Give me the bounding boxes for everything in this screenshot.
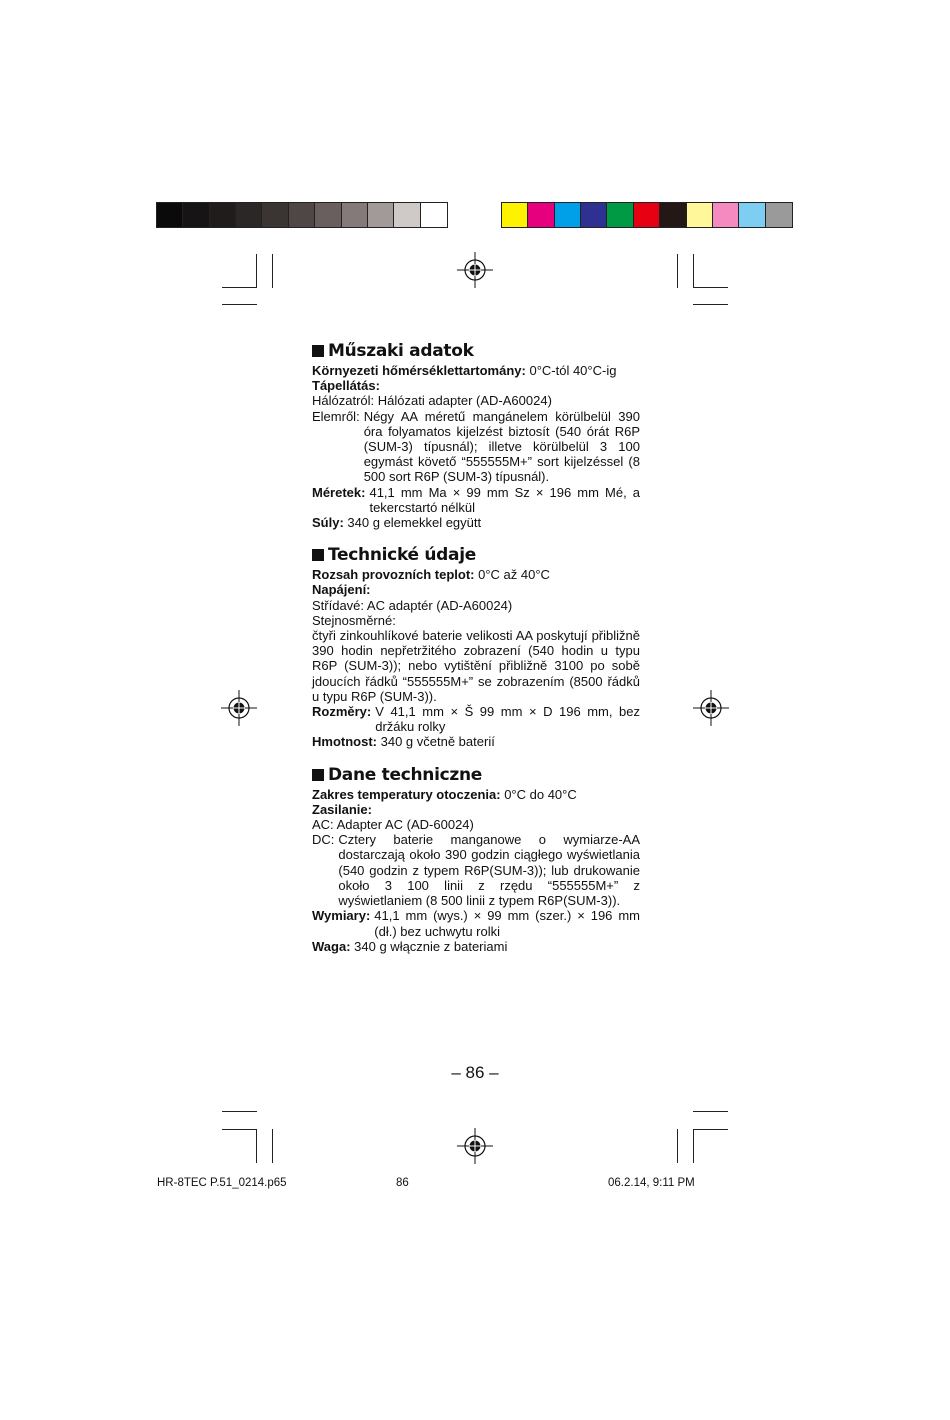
spec-row: čtyři zinkouhlíkové baterie velikosti AA poskytují přibližně 390 hodin nepřetržitého zobrazení (540 hodin u typu R6P (SUM-3)); nebo vytištění přibližně 3100 po sobě jdoucích řádků “555555M+” se zobrazením (8500 řádků u typu R6P (SUM-3)). <box>312 628 640 704</box>
footer-datetime: 06.2.14, 9:11 PM <box>608 1177 695 1189</box>
footer-page: 86 <box>396 1177 409 1189</box>
spec-row: AC: Adapter AC (AD-60024) <box>312 817 474 833</box>
spec-row: Hmotnost: 340 g včetně baterií <box>312 734 495 750</box>
color-swatch <box>660 203 686 227</box>
spec-row: Tápellátás: <box>312 378 380 394</box>
color-swatch <box>502 203 528 227</box>
section-czech <box>312 544 640 749</box>
crop-mark <box>693 1111 728 1112</box>
color-swatch <box>634 203 660 227</box>
spec-row: Napájení: <box>312 582 371 598</box>
section-hungarian <box>312 340 640 530</box>
spec-row: Elemről: Négy AA méretű mangánelem körülbelül 390 óra folyamatos kijelzést biztosít (540 órát R6P (SUM-3) típusnál); illetve körülbelül 3 100 egymást követő “555555M+” sort kijelzéssel (8 500 sort R6P (SUM-3) típusnál). <box>312 408 640 485</box>
spec-row: Rozsah provozních teplot: 0°C až 40°C <box>312 567 550 583</box>
color-swatch <box>555 203 581 227</box>
crop-mark <box>693 1129 728 1130</box>
spec-row: DC: Cztery baterie manganowe o wymiarze-AA dostarczają około 390 godzin ciągłego wyświetlania (540 godzin z typem R6P(SUM-3)); lub drukowanie około 3 100 linii z rzędu “555555M+” z wyświetlaniem (8 500 linii z typem R6P(SUM-3)). <box>312 832 640 909</box>
spec-row: Střídavé: AC adaptér (AD-A60024) <box>312 597 513 613</box>
crop-mark <box>222 1111 257 1112</box>
color-swatch <box>368 203 394 227</box>
square-bullet-icon <box>312 769 324 781</box>
color-swatch <box>289 203 315 227</box>
spec-content <box>312 340 640 968</box>
crop-mark <box>272 254 273 288</box>
registration-mark-icon <box>457 252 493 288</box>
spec-row: Súly: 340 g elemekkel együtt <box>312 515 482 531</box>
footer-filename: HR-8TEC P.51_0214.p65 <box>157 1177 287 1189</box>
section-heading <box>312 544 640 566</box>
color-swatch <box>528 203 554 227</box>
spec-row: Zasilanie: <box>312 801 372 817</box>
section-title: Technické údaje <box>328 545 476 566</box>
crop-mark <box>256 1129 257 1163</box>
crop-mark <box>222 287 257 288</box>
spec-row: Méretek: 41,1 mm Ma × 99 mm Sz × 196 mm Mé, a tekercstartó nélkül <box>312 484 640 515</box>
color-swatch <box>315 203 341 227</box>
section-heading <box>312 340 640 362</box>
color-swatch <box>157 203 183 227</box>
color-calibration-strip <box>501 202 793 228</box>
color-swatch <box>210 203 236 227</box>
registration-mark-icon <box>457 1128 493 1164</box>
crop-mark <box>222 304 257 305</box>
spec-row: Környezeti hőmérséklettartomány: 0°C-tól 40°C-ig <box>312 363 617 378</box>
color-swatch <box>581 203 607 227</box>
square-bullet-icon <box>312 345 324 357</box>
section-polish <box>312 764 640 954</box>
crop-mark <box>677 1129 678 1163</box>
color-swatch <box>236 203 262 227</box>
crop-mark <box>222 1129 257 1130</box>
page-number: – 86 – <box>451 1063 499 1082</box>
section-heading <box>312 764 640 786</box>
square-bullet-icon <box>312 549 324 561</box>
spec-row: Waga: 340 g włącznie z bateriami <box>312 938 508 954</box>
color-swatch <box>687 203 713 227</box>
spec-row: Hálózatról: Hálózati adapter (AD-A60024) <box>312 393 552 409</box>
color-swatch <box>342 203 368 227</box>
crop-mark <box>693 254 694 288</box>
gray-calibration-strip <box>156 202 448 228</box>
registration-mark-icon <box>693 690 729 726</box>
crop-mark <box>693 287 728 288</box>
spec-row: Wymiary: 41,1 mm (wys.) × 99 mm (szer.) × 196 mm (dł.) bez uchwytu rolki <box>312 908 640 939</box>
crop-mark <box>677 254 678 288</box>
color-swatch <box>421 203 447 227</box>
spec-row: Stejnosměrné: <box>312 612 396 628</box>
section-title: Dane techniczne <box>328 764 483 785</box>
color-swatch <box>607 203 633 227</box>
registration-mark-icon <box>221 690 257 726</box>
spec-row: Zakres temperatury otoczenia: 0°C do 40°C <box>312 786 577 802</box>
section-title: Műszaki adatok <box>328 341 474 361</box>
color-swatch <box>739 203 765 227</box>
crop-mark <box>693 1129 694 1163</box>
crop-mark <box>272 1129 273 1163</box>
color-swatch <box>262 203 288 227</box>
color-swatch <box>713 203 739 227</box>
spec-row: Rozměry: V 41,1 mm × Š 99 mm × D 196 mm, bez držáku rolky <box>312 704 640 735</box>
crop-mark <box>256 254 257 288</box>
color-swatch <box>394 203 420 227</box>
color-swatch <box>766 203 792 227</box>
crop-mark <box>693 304 728 305</box>
color-swatch <box>183 203 209 227</box>
